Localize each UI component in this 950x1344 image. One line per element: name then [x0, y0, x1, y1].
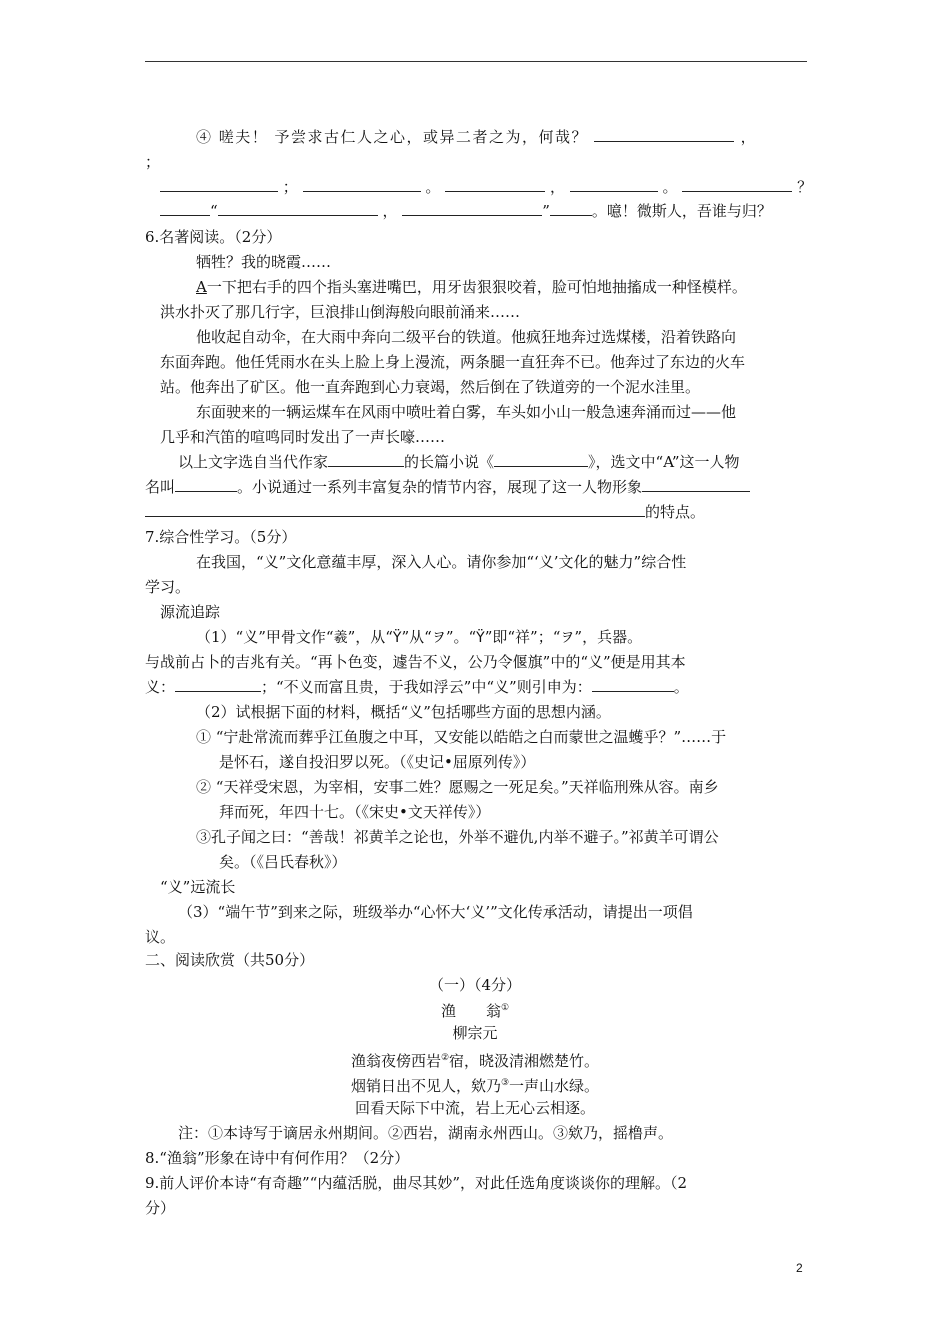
q5-text: ④ 嗟夫！ 予尝求古仁人之心，或异二者之为，何哉？ — [196, 128, 589, 146]
q7-s3-l2: 议。 — [145, 928, 176, 946]
q7-text: 义： — [145, 678, 176, 696]
q5-line2 — [160, 177, 812, 197]
q7-text: 。 — [673, 678, 689, 696]
q7-text: ；“不义而富且贵，于我如浮云”中“义”则引申为： — [261, 678, 592, 696]
q6-p1: 牺牲？我的晓霞…… — [196, 253, 332, 271]
oracle-glyph-wo-icon: ヲ — [560, 630, 575, 646]
verse-text: 宿，晓汲清湘燃楚竹。 — [449, 1052, 600, 1070]
punct: “ — [210, 202, 218, 220]
answer-blank[interactable] — [550, 201, 592, 216]
punct: ？ — [797, 178, 813, 196]
question-8: 8.“渔翁”形象在诗中有何作用？（2分） — [145, 1149, 410, 1167]
punct: 。 — [662, 178, 678, 196]
q7-m3-l1: ③孔子闻之曰：“善哉！祁黄羊之论也，外举不避仇,内举不避子。”祁黄羊可谓公 — [196, 828, 719, 846]
verse-text: 烟销日出不见人，欸乃 — [350, 1077, 501, 1095]
poem-note: 注：①本诗写于谪居永州期间。②西岩，湖南永州西山。③欸乃，摇橹声。 — [178, 1124, 674, 1142]
verse-text: 一声山水绿。 — [509, 1077, 600, 1095]
header-rule — [145, 61, 807, 62]
q7-text: ”从“ — [401, 628, 432, 646]
poem-title-text: 渔 翁 — [440, 1002, 501, 1020]
q7-text: ”即“祥”；“ — [484, 628, 561, 646]
q7-s3-l1: （3）“端午节”到来之际，班级举办“心怀大‘义’”文化传承活动，请提出一项倡 — [178, 903, 693, 921]
section-heading: （一）（4分） — [428, 976, 522, 994]
q5-line3 — [160, 201, 772, 221]
q7-m3-l2: 矣。（《吕氏春秋》） — [219, 853, 347, 871]
q6-question-l1 — [178, 452, 740, 472]
q7-s1-l3 — [145, 677, 689, 697]
answer-blank[interactable] — [494, 452, 588, 467]
footnote-mark: ② — [440, 1053, 450, 1063]
q6-p2 — [196, 277, 747, 297]
answer-blank[interactable] — [682, 177, 792, 192]
oracle-glyph-yi-icon: 羲 — [333, 630, 348, 646]
oracle-glyph-wo-icon: ヲ — [431, 630, 446, 646]
q6-question-l3 — [145, 502, 705, 522]
poem-verse-1 — [0, 1048, 950, 1071]
page-number: 2 — [796, 1261, 803, 1275]
answer-blank[interactable] — [402, 201, 542, 216]
q7-s1-l1 — [196, 627, 642, 648]
oracle-glyph-yang-icon: Ϋ — [392, 630, 402, 646]
q7-text: ”，兵器。 — [574, 628, 643, 646]
q6-p2-l2: 洪水扑灭了那几行字，巨浪排山倒海般向眼前涌来…… — [160, 303, 521, 321]
q6-p4-l2: 几乎和汽笛的喧鸣同时发出了一声长嚎…… — [160, 428, 446, 446]
answer-blank[interactable] — [175, 477, 237, 492]
q6-text: 的长篇小说《 — [404, 453, 495, 471]
answer-blank[interactable] — [160, 201, 210, 216]
punct: 。噫！微斯人，吾谁与归？ — [591, 202, 772, 220]
oracle-glyph-yang-icon: Ϋ — [476, 630, 485, 646]
answer-blank[interactable] — [218, 201, 378, 216]
answer-blank[interactable] — [328, 452, 404, 467]
punct: 。 — [425, 178, 441, 196]
q6-question-l2 — [145, 477, 750, 497]
q7-heading: 7.综合性学习。（5分） — [145, 528, 297, 546]
q6-text: 以上文字选自当代作家 — [178, 453, 329, 471]
q6-p4-l1: 东面驶来的一辆运煤车在风雨中喷吐着白雾，车头如小山一般急速奔涌而过——他 — [196, 403, 737, 421]
poem-verse-2 — [0, 1073, 950, 1096]
verse-text: 渔翁夜傍西岩 — [350, 1052, 441, 1070]
q7-s2: （2）试根据下面的材料，概括“义”包括哪些方面的思想内涵。 — [196, 703, 611, 721]
answer-blank[interactable] — [570, 177, 658, 192]
q5-semicolon — [145, 152, 160, 172]
question-9-l2: 分） — [145, 1199, 176, 1217]
q7-text: ”，从“ — [347, 628, 393, 646]
q7-text: （1）“义”甲骨文作“ — [196, 628, 334, 646]
q6-p3-l2: 东面奔跑。他任凭雨水在头上脸上身上漫流，两条腿一直狂奔不已。他奔过了东边的火车 — [160, 353, 746, 371]
punct: ； — [282, 178, 298, 196]
poem-author: 柳宗元 — [452, 1024, 498, 1042]
part2-heading: 二、阅读欣赏（共50分） — [145, 951, 315, 969]
q7-m2-l2: 拜而死，年四十七。（《宋史•文天祥传》） — [219, 803, 491, 821]
q6-text: 一下把右手的四个指头塞进嘴巴，用牙齿狠狠咬着，脸可怕地抽搐成一种怪模样。 — [206, 278, 747, 296]
q7-text: ”。“ — [445, 628, 477, 646]
placeholder-a: A — [196, 278, 207, 296]
q6-text: 。小说通过一系列丰富复杂的情节内容，展现了这一人物形象 — [237, 478, 643, 496]
q6-p3-l1: 他收起自动伞，在大雨中奔向二级平台的铁道。他疯狂地奔过选煤楼，沿着铁路向 — [196, 328, 737, 346]
poem-verse-3: 回看天际下中流，岩上无心云相逐。 — [354, 1099, 595, 1117]
q7-sub2: “义”远流长 — [160, 878, 236, 896]
question-9-l1: 9.前人评价本诗“有奇趣”“内蕴活脱，曲尽其妙”，对此任选角度谈谈你的理解。（2 — [145, 1174, 688, 1192]
answer-blank[interactable] — [594, 127, 734, 142]
q6-text: 的特点。 — [645, 503, 706, 521]
q7-m1-l2: 是怀石，遂自投汨罗以死。（《史记•屈原列传》） — [219, 753, 536, 771]
answer-blank[interactable] — [642, 477, 750, 492]
punct: ； — [145, 153, 161, 171]
q7-intro-l2: 学习。 — [145, 578, 191, 596]
answer-blank[interactable] — [445, 177, 545, 192]
answer-blank[interactable] — [592, 677, 674, 692]
q7-intro-l1: 在我国，“义”文化意蕴丰厚，深入人心。请你参加“‘义’文化的魅力”综合性 — [196, 553, 687, 571]
answer-blank[interactable] — [145, 502, 645, 517]
q6-text: 》，选文中“A”这一人物 — [588, 453, 740, 471]
q5-line1 — [196, 127, 757, 147]
q7-m1-l1: ① “宁赴常流而葬乎江鱼腹之中耳，又安能以皓皓之白而蒙世之温蠖乎？”……于 — [196, 728, 727, 746]
answer-blank[interactable] — [303, 177, 421, 192]
punct: ， — [382, 202, 398, 220]
punct: ， — [740, 128, 758, 146]
q7-s1-l2: 与战前占卜的吉兆有关。“再卜色变，遽告不义，公乃令偃旗”中的“义”便是用其本 — [145, 653, 686, 671]
punct: ” — [542, 202, 550, 220]
q7-m2-l1: ② “天祥受宋恩，为宰相，安事二姓？愿赐之一死足矣。”天祥临刑殊从容。南乡 — [196, 778, 719, 796]
q6-p3-l3: 站。他奔出了矿区。他一直奔跑到心力衰竭，然后倒在了铁道旁的一个泥水洼里。 — [160, 378, 701, 396]
footnote-mark: ① — [500, 1003, 510, 1013]
q6-heading: 6.名著阅读。（2分） — [145, 228, 282, 246]
q6-text: 名叫 — [145, 478, 176, 496]
q7-sub1: 源流追踪 — [160, 603, 221, 621]
answer-blank[interactable] — [175, 677, 261, 692]
punct: ， — [549, 178, 565, 196]
footnote-mark: ③ — [500, 1078, 510, 1088]
answer-blank[interactable] — [160, 177, 278, 192]
poem-title — [0, 998, 950, 1021]
